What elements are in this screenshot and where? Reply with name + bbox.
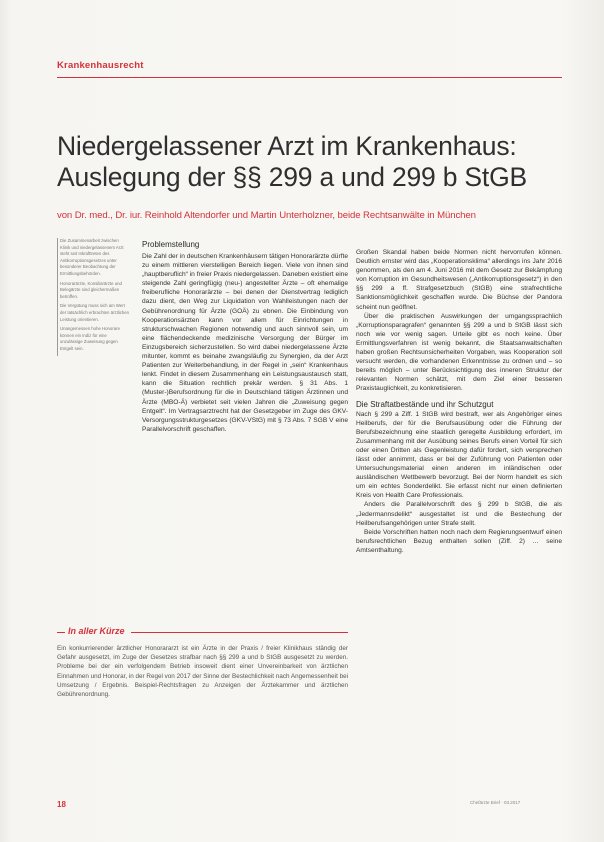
summary-box-title: In aller Kürze xyxy=(68,626,125,636)
column-right-text-1: Großen Skandal haben beide Normen nicht hervorrufen können. Deutlich ernster wird das „Kooperationsklima“ allerdings ins Jahr 2016 genommen, als den am 4. Juni 2016 mit dem Gesetz zur Bekämpfung von Korruption im Gesundheitswesen („Antikorruptionsgesetz“) in den §§ 299 a ff. Strafgesetzbuch (StGB) eine strafrechtliche Sanktionsmöglichkeit geschaffen wurde. Die Büchse der Pandora scheint nun geöffnet. xyxy=(356,249,562,311)
sidebar-notes xyxy=(57,238,130,356)
column-right xyxy=(356,248,562,555)
sidebar-note: Die Zusammenarbeit zwischen Klinik und niedergelassenem Arzt steht seit Inkrafttreten des Antikorruptionsgesetzes unter besonderer Beobachtung der Ermittlungsbehörden. xyxy=(60,238,124,276)
sidebar-note: Die Vergütung muss sich am Wert der tatsächlich erbrachten ärztlichen Leistung orientieren. xyxy=(60,303,130,322)
title-line-1: Niedergelassener Arzt im Krankenhaus: xyxy=(57,131,517,161)
summary-box-text: Ein konkurrierender ärztlicher Honorararzt ist ein Ärzte in der Praxis / freier Klinikhaus ständig der Gefahr ausgesetzt, im Zuge der Gesetzes strafbar nach §§ 299 a und b StGB ausgesetzt zu werden. Probleme bei der ein verfolgendem Betrieb insoweit dient einer Unvereinbarkeit von ärztlichen Einnahmen und Honorar, in der Regel von 2017 der Sinne der Bestechlichkeit nach Angemessenheit bei Umsetzung / Ergebnis. Beispiel-Rechtsfragen zu Anzeigen der Ärztekammer und ärztlichen Gebührenordnung. xyxy=(57,645,348,699)
summary-box xyxy=(57,626,348,776)
article-title xyxy=(57,131,567,193)
journal-footer: Chefärzte Brief · 03.2017 xyxy=(470,800,521,805)
page-number: 18 xyxy=(57,800,66,809)
summary-box-header xyxy=(57,626,348,638)
sidebar-note: Honorarärzte, Konsiliarärzte und Belegärzte sind gleichermaßen betroffen. xyxy=(60,280,122,299)
sidebar-note: Unangemessen hohe Honorare können ein Indiz für eine unzulässige Zuweisung gegen Entgelt sein. xyxy=(60,326,120,351)
header-divider xyxy=(57,77,562,78)
section-label: Krankenhausrecht xyxy=(57,60,144,71)
column-left xyxy=(142,252,348,434)
column-right-text-2: Über die praktischen Auswirkungen der umgangssprachlich „Korruptionsparagrafen“ genannten §§ 299 a und b StGB lässt sich noch wie vor wenig sagen. Urteile gibt es noch keine. Über Ermittlungsverfahren ist wenig bekannt, die Staatsanwaltschaften haben großen Rechtsunsicherheiten Vorgaben, was Kooperation soll versucht werden, die vorhandenen Erkenntnisse zu ordnen und – so bereits möglich – unter Berücksichtigung des inneren Struktur der relevanten Normen schätzt, mit dem Ziel einer besseren Praxistauglichkeit, zu konkretisieren. xyxy=(356,312,562,393)
summary-rule-left xyxy=(57,632,65,633)
title-line-2: Auslegung der §§ 299 a und 299 b StGB xyxy=(57,162,527,192)
section-heading-problem: Problemstellung xyxy=(142,240,200,249)
section-heading-offenses: Die Straftatbestände und ihr Schutzgut xyxy=(356,399,494,409)
column-right-text-5: Beide Vorschriften hatten noch nach dem Regierungsentwurf einen berufsrechtlichen Bezug enthalten sollen (Ziff. 2) … seine Amtsenthaltung. xyxy=(356,528,562,554)
article-authors: von Dr. med., Dr. iur. Reinhold Altendorfer und Martin Unterholzner, beide Rechtsanwälte in München xyxy=(57,210,476,221)
column-left-text: Die Zahl der in deutschen Krankenhäusern tätigen Honorarärzte dürfte zu einem mittleren vierstelligen Bereich liegen. Viele von ihnen sind „hauptberuflich“ in freier Praxis niedergelassen. Daneben existiert eine steigende Zahl geringfügig (neu-) angestellter Ärzte – oft ehemalige freiberufliche Honorarärzte – bei denen der Dienstvertrag lediglich dazu dient, den Weg zur Liquidation von Wahlleistungen nach der Gebührenordnung für Ärzte (GOÄ) zu ebnen. Die Einbindung von Kooperationsärzten kann vor allem für Einrichtungen in strukturschwachen Regionen notwendig und auch sinnvoll sein, um eine flächendeckende medizinische Versorgung der Bürger im Einzugsbereich sicherzustellen. So wird dabei niedergelassene Ärzte mitunter, kommt es beinahe zwangsläufig zu Synergien, da der Arzt Patienten zur Weiterbehandlung, in der Regel in „sein“ Krankenhaus lenkt. Findet in diesem Zusammenhang ein Leistungsaustausch statt, kann die Situation rechtlich prekär werden. § 31 Abs. 1 (Muster-)Berufsordnung für die in Deutschland tätigen Ärztinnen und Ärzte (MBO-Ä) verbietet seit vielen Jahren die „Zuweisung gegen Entgelt“. Im Vertragsarztrecht hat der Gesetzgeber im Zuge des GKV-Versorgungsstrukturgesetzes (GKV-VStG) mit § 73 Abs. 7 SGB V eine Parallelvorschrift geschaffen. xyxy=(142,253,348,433)
column-right-text-3: Nach § 299 a Ziff. 1 StGB wird bestraft, wer als Angehöriger eines Heilberufs, der für die Berufsausübung oder die Führung der Berufsbezeichnung eine staatlich geregelte Ausbildung erfordert, im Zusammenhang mit der Ausübung seines Berufs einen Vorteil für sich oder einen Dritten als Gegenleistung dafür fordert, sich versprechen lässt oder annimmt, dass er bei der Zuführung von Patienten oder Untersuchungsmaterial einen anderen im inländischen oder ausländischen Wettbewerb bevorzugt. Bei der Norm handelt es sich um ein echtes Sonderdelikt. Sie erfasst nicht nur einen definierten Kreis von Health Care Professionals. xyxy=(356,410,562,500)
summary-rule-right xyxy=(131,632,348,633)
column-right-text-4: Anders die Parallelvorschrift des § 299 b StGB, die als „Jedermannsdelikt“ ausgestaltet ist und die Bestechung der Heilberufsangehörigen unter Strafe stellt. xyxy=(356,501,562,527)
